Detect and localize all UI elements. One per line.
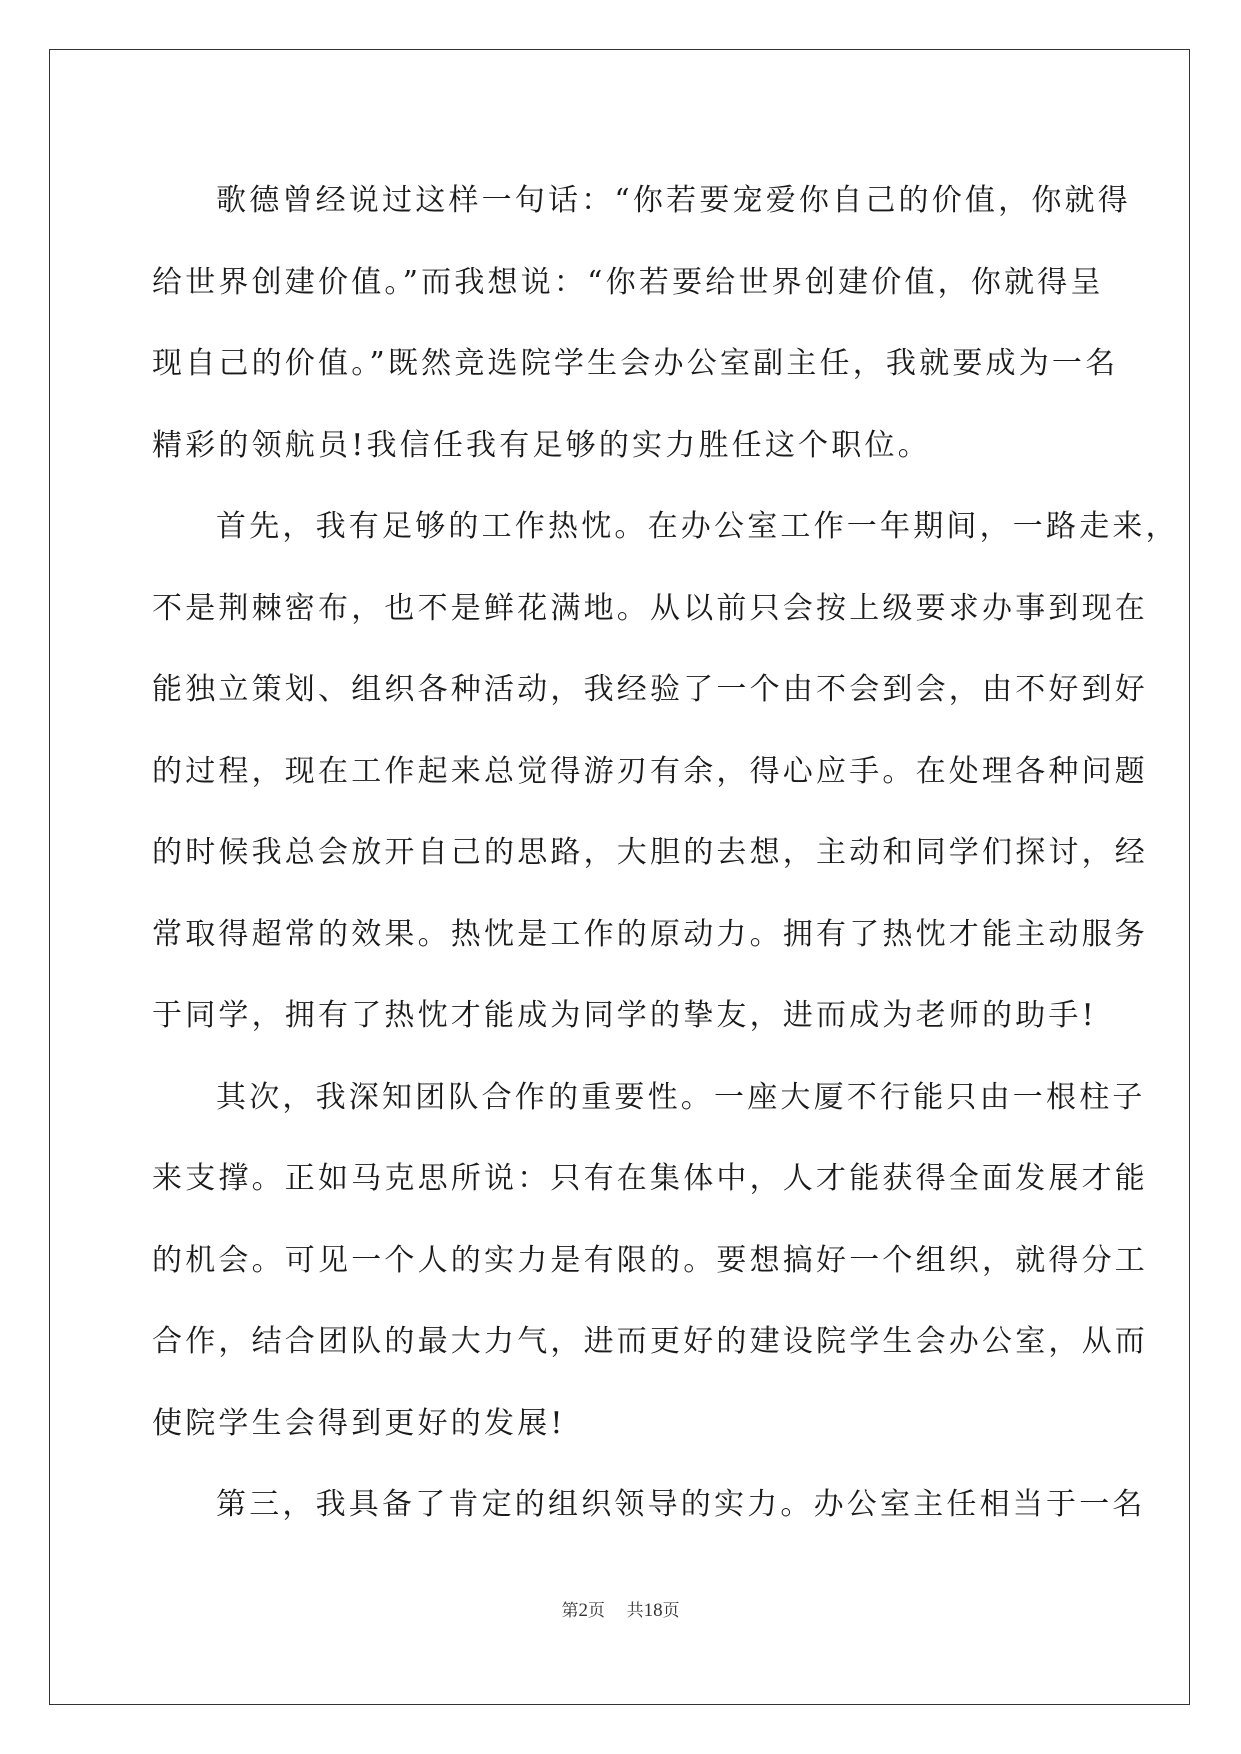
- text-line: 的时候我总会放开自己的思路，大胆的去想，主动和同学们探讨，经: [152, 835, 1148, 870]
- text-line: 于同学，拥有了热忱才能成为同学的挚友，进而成为老师的助手!: [152, 998, 1097, 1033]
- total-suffix: 页: [662, 1601, 680, 1621]
- text-line: 的机会。可见一个人的实力是有限的。要想搞好一个组织，就得分工: [152, 1242, 1148, 1278]
- text-line: 来支撑。正如马克思所说：只有在集体中，人才能获得全面发展才能: [152, 1161, 1148, 1196]
- text-line: 能独立策划、组织各种活动，我经验了一个由不会到会，由不好到好: [152, 672, 1148, 707]
- text-line: 使院学生会得到更好的发展!: [152, 1405, 566, 1441]
- text-line: 的过程，现在工作起来总觉得游刃有余，得心应手。在处理各种问题: [152, 753, 1148, 789]
- text-line: 第三，我具备了肯定的组织领导的实力。办公室主任相当于一名: [216, 1487, 1146, 1522]
- document-body: [152, 160, 1179, 1546]
- total-pages: 18: [643, 1600, 663, 1621]
- text-line: 首先，我有足够的工作热忱。在办公室工作一年期间，一路走来，: [216, 509, 1179, 544]
- page-prefix: 第: [561, 1601, 579, 1621]
- page-suffix: 页: [587, 1601, 605, 1621]
- text-line: 歌德曾经说过这样一句话：“你若要宠爱你自己的价值，你就得: [216, 183, 1131, 218]
- page-footer: [0, 1596, 1241, 1622]
- text-line: 其次，我深知团队合作的重要性。一座大厦不行能只由一根柱子: [216, 1079, 1146, 1115]
- text-line: 合作，结合团队的最大力气，进而更好的建设院学生会办公室，从而: [152, 1324, 1148, 1359]
- total-prefix: 共: [626, 1601, 644, 1621]
- text-line: 常取得超常的效果。热忱是工作的原动力。拥有了热忱才能主动服务: [152, 916, 1148, 952]
- text-line: 现自己的价值。”既然竞选院学生会办公室副主任，我就要成为一名: [152, 346, 1119, 381]
- text-line: 不是荆棘密布，也不是鲜花满地。从以前只会按上级要求办事到现在: [152, 590, 1148, 626]
- text-line: 精彩的领航员!我信任我有足够的实力胜任这个职位。: [152, 427, 931, 463]
- text-line: 给世界创建价值。”而我想说：“你若要给世界创建价值，你就得呈: [152, 264, 1104, 300]
- page-number: 2: [578, 1600, 588, 1621]
